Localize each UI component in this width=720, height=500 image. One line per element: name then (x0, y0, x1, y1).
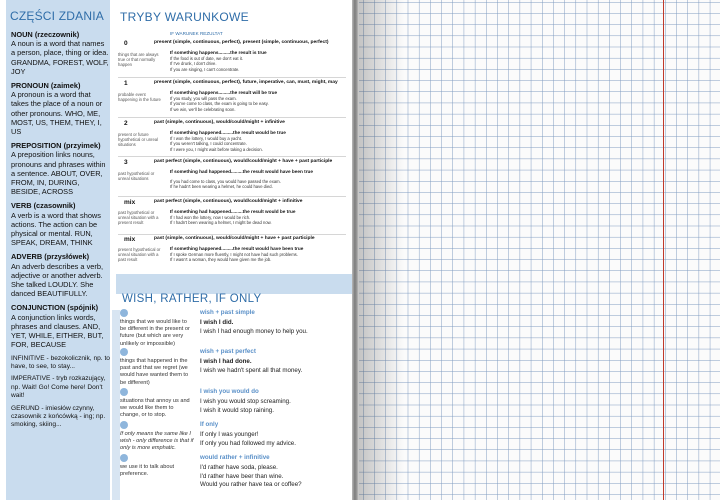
conditional-pattern: If something had happened.........the result would have been true (170, 169, 313, 174)
wish-decoration-strip (112, 310, 120, 500)
conditional-example: If I've drunk, I don't drive. (170, 61, 217, 67)
conditional-lines (170, 50, 346, 72)
grid-paper-page (359, 0, 720, 500)
conditional-example: If I spoke German more fluently, I might not have had such problems. (170, 252, 298, 257)
wish-examples (200, 358, 348, 375)
wish-example: I'd rather have beer than wine. (200, 472, 284, 480)
conditional-formula: past perfect (simple, continuous), would/could/might + infinitive (154, 199, 303, 204)
conditional-first (118, 80, 346, 120)
pos-heading: VERB (czasownik) (11, 201, 76, 211)
conditional-pattern: If something happened.........the result would be true (170, 130, 286, 135)
conditional-example: If he hadn't been wearing a helmet, he could have died. (170, 184, 273, 190)
pos-heading: PRONOUN (zaimek) (11, 81, 81, 91)
wish-example: I'd rather have soda, please. (200, 464, 278, 471)
conditional-example: If you had come to class, you would have passed the exam. (170, 179, 281, 184)
parts-of-speech-list (11, 30, 110, 434)
wish-description: situations that annoy us and we would like them to change, or to stop. (120, 398, 190, 419)
pos-text: A conjunction links words, phrases and clauses. AND, YET, WHILE, EITHER, BUT, FOR, BECAUSE (11, 312, 104, 350)
conditional-number: mix (124, 236, 136, 243)
conditional-example: If you study, you will pass the exam. (170, 96, 237, 101)
conditional-example: If I won the lottery, I would buy a yacht. (170, 136, 243, 141)
pos-text: An adverb describes a verb, adjective or another adverb. She talked LOUDLY. She danced BEAUTIFULLY. (11, 261, 104, 299)
conditional-example: If I hadn't been wearing a helmet, I might be dead now. (170, 220, 272, 226)
wish-description: things that we would like to be different in the present or future (but which are very unlikely or impossible) (120, 319, 190, 347)
wish-example: If only I was younger! (200, 431, 259, 438)
pos-heading: CONJUNCTION (spójnik) (11, 303, 99, 313)
conditional-example: If we win, we'll be celebrating soon. (170, 106, 236, 112)
conditional-number: 1 (124, 80, 128, 87)
wish-rule: would rather + infinitive (200, 454, 270, 461)
wish-rule: I wish you would do (200, 388, 259, 395)
pos-text: A preposition links nouns, pronouns and phrases within a sentence. ABOUT, OVER, FROM, IN, DURING, BESIDE, ACROSS (11, 150, 106, 197)
conditional-separator (118, 234, 346, 235)
conditional-zero (118, 40, 346, 80)
conditional-pattern: If something happened.........the result would have been true (170, 246, 304, 251)
conditional-number: 0 (124, 40, 128, 47)
conditional-formula: past (simple, continuous), would/could/might + have + past participle (154, 236, 315, 241)
conditional-lines (170, 169, 346, 190)
wish-example: I wish I had enough money to help you. (200, 327, 308, 335)
wish-example: I wish we hadn't spent all that money. (200, 366, 303, 374)
conditional-mixed-1 (118, 199, 346, 235)
wish-example: I wish it would stop raining. (200, 406, 274, 414)
wish-rule: If only (200, 421, 219, 428)
conditional-formula: present (simple, continuous, perfect), future, imperative, can, must, might, may (154, 80, 338, 85)
wish-section-band (116, 274, 352, 294)
conditional-description: probable event happening in the future (118, 92, 161, 102)
conditional-example: If you are singing, I can't concentrate. (170, 66, 240, 72)
wish-example: If only you had followed my advice. (200, 439, 296, 447)
bullet-dot (120, 388, 128, 396)
conditional-third (118, 159, 346, 197)
conditional-example: If I were you, I might wait before taking a decision. (170, 146, 263, 152)
conditional-lines (170, 246, 346, 263)
bullet-dot (120, 348, 128, 356)
conditional-description: things that are always true or that normally happen (118, 52, 159, 67)
conditional-lines (170, 209, 346, 226)
wish-rule: wish + past perfect (200, 348, 256, 355)
pos-entry-noun (11, 30, 110, 76)
wish-example: I wish you would stop screaming. (200, 398, 291, 405)
pos-entry-pronoun (11, 81, 110, 136)
notebook-spine (352, 0, 359, 500)
conditional-description: past hypothetical or unreal situations (118, 171, 155, 181)
conditional-mixed-2 (118, 236, 346, 272)
conditional-formula: past (simple, continuous), would/could/might + infinitive (154, 120, 285, 125)
wish-examples (200, 464, 348, 490)
sidebar-title: CZĘŚCI ZDANIA (10, 9, 104, 23)
conditional-separator (118, 156, 346, 157)
wish-description: things that happened in the past and that we regret (we would have wanted them to be different) (120, 358, 189, 386)
conditional-example: If you've come to class, the exam is going to be easy. (170, 101, 269, 107)
pos-entry-adverb (11, 252, 110, 298)
conditional-example: If the food is out of date, we don't eat it. (170, 56, 243, 61)
note-infinitive: INFINITIVE - bezokolicznik, np. to have, to see, to stay... (11, 354, 110, 370)
conditional-pattern: If something happens.........the result will be true (170, 90, 278, 95)
pos-text: A pronoun is a word that takes the place of a noun or other pronouns. WHO, ME, MOST, US, THEM, THEY, I, US (11, 90, 103, 137)
bullet-dot (120, 309, 128, 317)
wish-description: If only means the same like I wish - only difference is that if only is more emphatic. (120, 431, 194, 452)
conditional-pattern: If something had happened.........the result would be true (170, 209, 296, 214)
note-gerund: GERUND - imiesłów czynny, czasownik z końcówką - ing; np. smoking, skiing... (11, 404, 106, 429)
pos-heading: NOUN (rzeczownik) (11, 30, 80, 39)
wish-example: Would you rather have tea or coffee? (200, 481, 302, 489)
wish-description: we use it to talk about preference. (120, 464, 175, 478)
wish-key-example: I wish I did. (200, 319, 234, 326)
conditional-formula: past perfect (simple, continuous), would/could/might + have + past participle (154, 159, 333, 164)
pos-text: A verb is a word that shows actions. The action can be physical or mental. RUN, SPEAK, DREAM, THINK (11, 210, 101, 248)
conditional-description: past hypothetical or unreal situation with a present result (118, 210, 159, 225)
red-margin-line (663, 0, 664, 500)
conditionals-title: TRYBY WARUNKOWE (120, 10, 249, 24)
bullet-dot (120, 454, 128, 462)
wish-examples (200, 431, 348, 448)
conditional-separator (118, 117, 346, 118)
wish-key-example: I wish I had done. (200, 358, 252, 365)
conditional-separator (118, 77, 346, 78)
wish-title: WISH, RATHER, IF ONLY (122, 293, 262, 305)
pos-entry-conjunction (11, 303, 110, 349)
pos-entry-preposition (11, 141, 110, 196)
conditional-lines (170, 90, 346, 112)
conditional-description: present hypothetical or unreal situation with a past result (118, 247, 161, 262)
wish-examples (200, 398, 348, 415)
conditional-pattern: If something happens.........the result is true (170, 50, 267, 55)
pos-entry-verb (11, 201, 110, 247)
conditional-number: mix (124, 199, 136, 206)
conditional-lines (170, 130, 346, 152)
conditional-number: 2 (124, 120, 128, 127)
bullet-dot (120, 421, 128, 429)
wish-examples (200, 319, 348, 336)
conditional-second (118, 120, 346, 158)
wish-rule: wish + past simple (200, 309, 255, 316)
conditional-description: present or future hypothetical or unreal situations (118, 132, 159, 147)
conditional-formula: present (simple, continuous, perfect), present (simple, continuous, perfect) (154, 40, 329, 45)
pos-text: A noun is a word that names a person, place, thing or idea. GRANDMA, FOREST, WOLF, JOY (11, 39, 109, 76)
conditional-example: If I had won the lottery, now I would be rich. (170, 215, 251, 220)
note-imperative: IMPERATIVE - tryb rozkazujący, np. Wait! Go! Come here! Don't wait! (11, 375, 106, 400)
pos-heading: ADVERB (przysłówek) (11, 252, 90, 262)
conditional-example: If I wasn't a woman, they would have given me the job. (170, 257, 272, 263)
conditionals-header: IF WARUNEK REZULTAT (170, 31, 223, 36)
left-page (0, 0, 352, 500)
conditional-separator (118, 196, 346, 197)
conditional-example: If you weren't talking, I could concentrate. (170, 141, 247, 147)
pos-heading: PREPOSITION (przyimek) (11, 141, 101, 151)
conditional-number: 3 (124, 159, 128, 166)
